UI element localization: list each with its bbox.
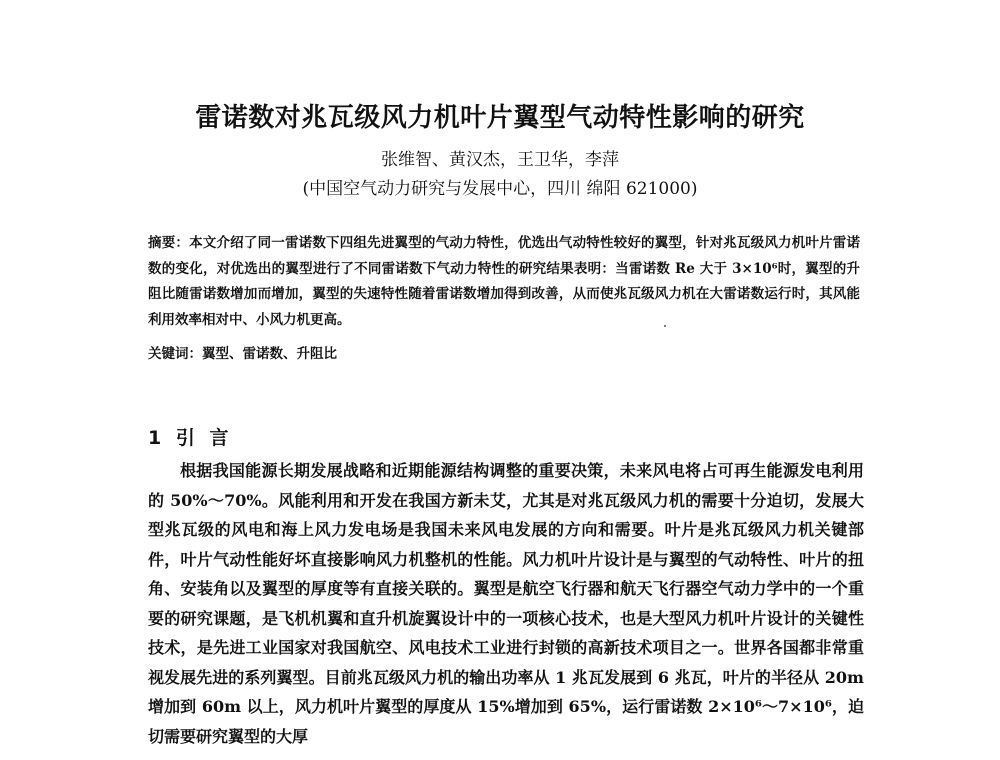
author-affiliation: (中国空气动力研究与发展中心，四川 绵阳 621000) [302,179,698,199]
abstract-paragraph: 摘要：本文介绍了同一雷诺数下四组先进翼型的气动力特性，优选出气动特性较好的翼型，针对兆瓦级风力机叶片雷诺数的变化，对优选出的翼型进行了不同雷诺数下气动力特性的研究结果表明：当雷诺数 Re 大于 3×10⁶时，翼型的升阻比随雷诺数增加而增加，翼型的失速特性随着雷诺数增加得到改善，从而使兆瓦级风力机在大雷诺数运行时，其风能利用效率相对中、小风力机更高。 [148,235,860,328]
keywords-line: 关键词：翼型、雷诺数、升阻比 [148,346,337,362]
author-list: 张维智、黄汉杰，王卫华，李萍 [381,150,619,170]
introduction-paragraph: 根据我国能源长期发展战略和近期能源结构调整的重要决策，未来风电将占可再生能源发电利用的 50%～70%。风能利用和开发在我国方新未艾，尤其是对兆瓦级风力机的需要十分迫切，发展大型兆瓦级的风电和海上风力发电场是我国未来风电发展的方向和需要。叶片是兆瓦级风力机关键部件，叶片气动性能好坏直接影响风力机整机的性能。风力机叶片设计是与翼型的气动特性、叶片的扭角、安装角以及翼型的厚度等有直接关联的。翼型是航空飞行器和航天飞行器空气动力学中的一个重要的研究课题，是飞机机翼和直升机旋翼设计中的一项核心技术，也是大型风力机叶片设计的关键性技术，是先进工业国家对我国航空、风电技术工业进行封锁的高新技术项目之一。世界各国都非常重视发展先进的系列翼型。目前兆瓦级风力机的输出功率从 1 兆瓦发展到 6 兆瓦，叶片的半径从 20m 增加到 60m 以上，风力机叶片翼型的厚度从 15%增加到 65%，运行雷诺数 2×10⁶～7×10⁶，迫切需要研究翼型的大厚 [148,461,864,746]
section-heading-introduction: 1 引 言 [148,427,233,449]
paper-title: 雷诺数对兆瓦级风力机叶片翼型气动特性影响的研究 [195,103,805,133]
scan-speck [664,325,666,327]
